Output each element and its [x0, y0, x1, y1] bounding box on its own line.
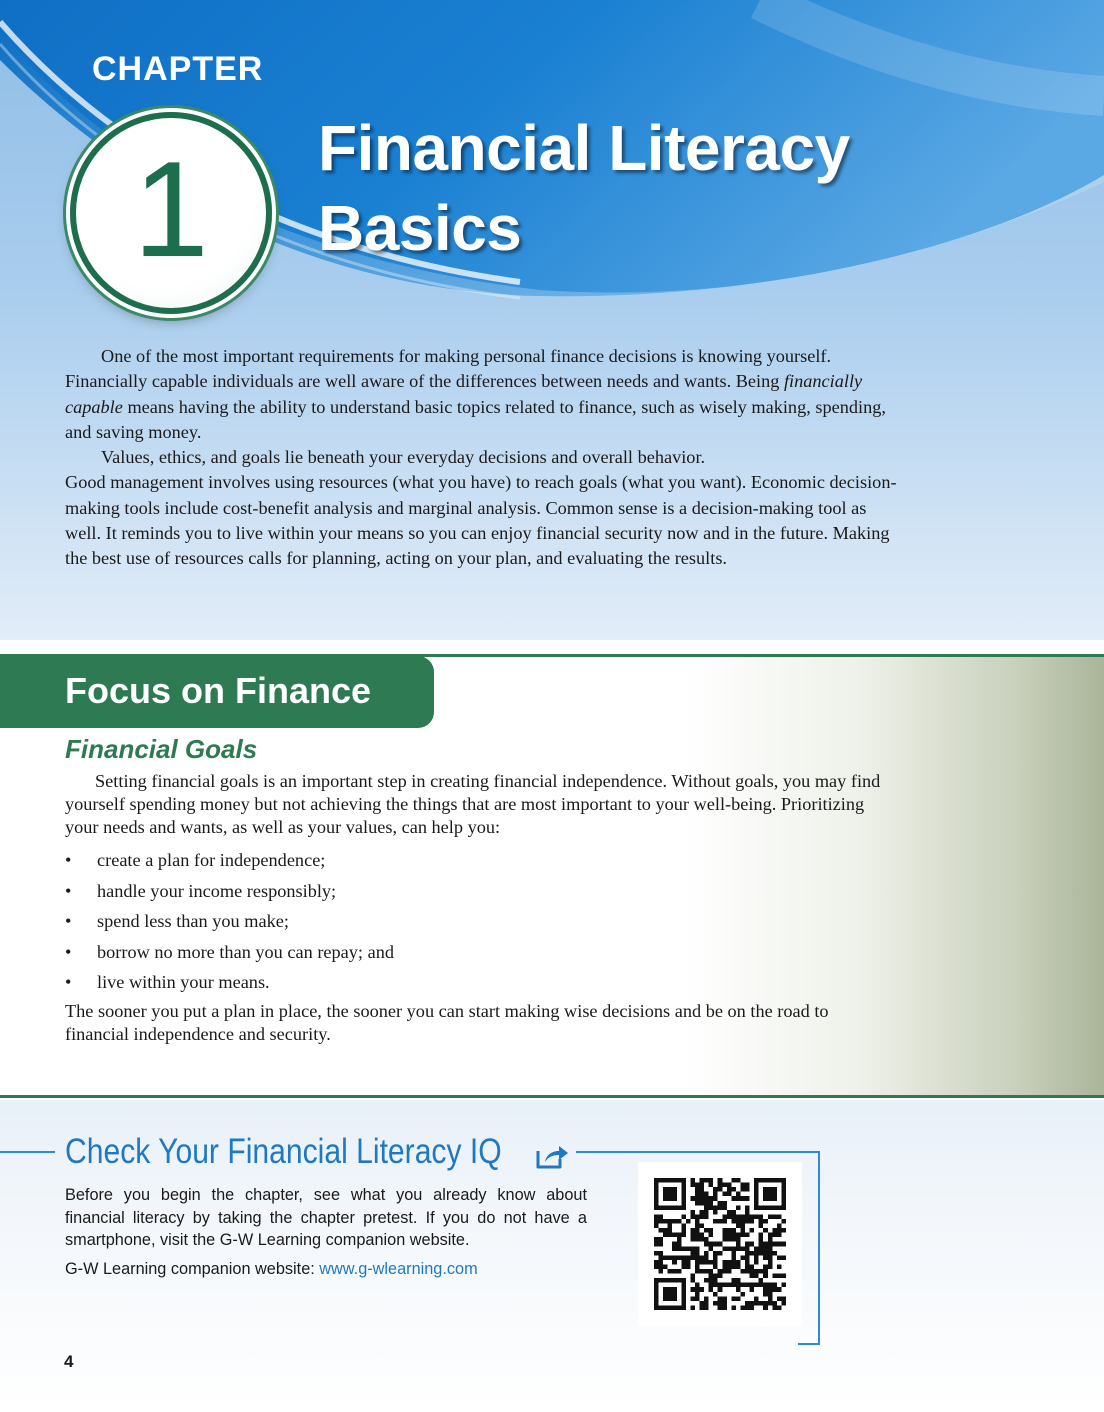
share-arrow-icon[interactable]	[534, 1142, 570, 1170]
iq-rule-left	[0, 1151, 55, 1153]
iq-rule-right	[576, 1151, 820, 1153]
bullet: •	[65, 972, 72, 992]
bullet: •	[65, 850, 72, 870]
intro-paragraph-2: Values, ethics, and goals lie beneath your everyday decisions and overall behavior.	[101, 447, 706, 468]
intro-paragraph-1: One of the most important requirements for making personal finance decisions is knowing yourself. Financially capable individuals are well aware of the differences between needs and wants. Being financially capable means having the ability to understand basic topics related to finance, such as wisely making, spending, and saving money.	[65, 346, 886, 442]
focus-paragraph: Setting financial goals is an important step in creating financial independence. Without goals, you may find yourself spending money but not achieving the things that are most important to your well-being. Prioritizing your needs and wants, as well as your values, can help you:	[65, 771, 881, 837]
focus-heading: Financial Goals	[65, 734, 258, 764]
chapter-title-line-1: Financial Literacy	[318, 112, 850, 184]
iq-instructions: Before you begin the chapter, see what you already know about financial literacy by taking the chapter pretest. If you do not have a smartphone, visit the G-W Learning companion website.	[65, 1186, 587, 1249]
term-financially-capable: financially capable	[65, 371, 863, 417]
iq-title: Check Your Financial Literacy IQ	[65, 1132, 502, 1171]
intro-paragraph-2-cont: Good management involves using resources (what you have) to reach goals (what you want). Economic decision-making tools include cost-benefit analysis and marginal analysis. Common sense is a decision-making tool as well. It reminds you to live within your means so you can enjoy financial security now and in the future. Making the best use of resources calls for planning, acting on your plan, and evaluating the results.	[65, 472, 897, 569]
bullet: •	[65, 911, 72, 931]
chapter-intro	[65, 344, 905, 572]
qr-code-frame	[638, 1162, 802, 1326]
iq-rule-foot	[798, 1343, 820, 1345]
bullet: •	[65, 880, 72, 901]
qr-code-icon[interactable]	[654, 1178, 786, 1310]
list-item: • spend less than you make;	[65, 906, 895, 937]
chapter-title-line-2: Basics	[318, 192, 522, 264]
focus-section-tab	[0, 656, 434, 728]
companion-website-link[interactable]: www.g-wlearning.com	[319, 1260, 478, 1278]
page-number: 4	[64, 1352, 74, 1371]
chapter-title	[318, 108, 850, 268]
list-item: • create a plan for independence;	[65, 845, 895, 876]
list-item: • handle your income responsibly;	[65, 876, 895, 907]
bullet: •	[65, 941, 72, 962]
companion-website-line	[65, 1260, 478, 1279]
list-item: • live within your means.	[65, 967, 895, 998]
chapter-label: CHAPTER	[92, 50, 264, 88]
chapter-number-badge	[70, 112, 272, 314]
iq-rule-vertical	[818, 1151, 820, 1345]
chapter-number: 1	[133, 133, 209, 285]
focus-body	[65, 770, 895, 1046]
companion-website-label: G-W Learning companion website:	[65, 1260, 320, 1278]
focus-tab-label: Focus on Finance	[65, 670, 372, 711]
focus-closing-paragraph: The sooner you put a plan in place, the sooner you can start making wise decisions and be on the road to financial independence and security.	[65, 1000, 829, 1044]
list-item: • borrow no more than you can repay; and	[65, 937, 895, 968]
goal-list	[65, 845, 895, 998]
